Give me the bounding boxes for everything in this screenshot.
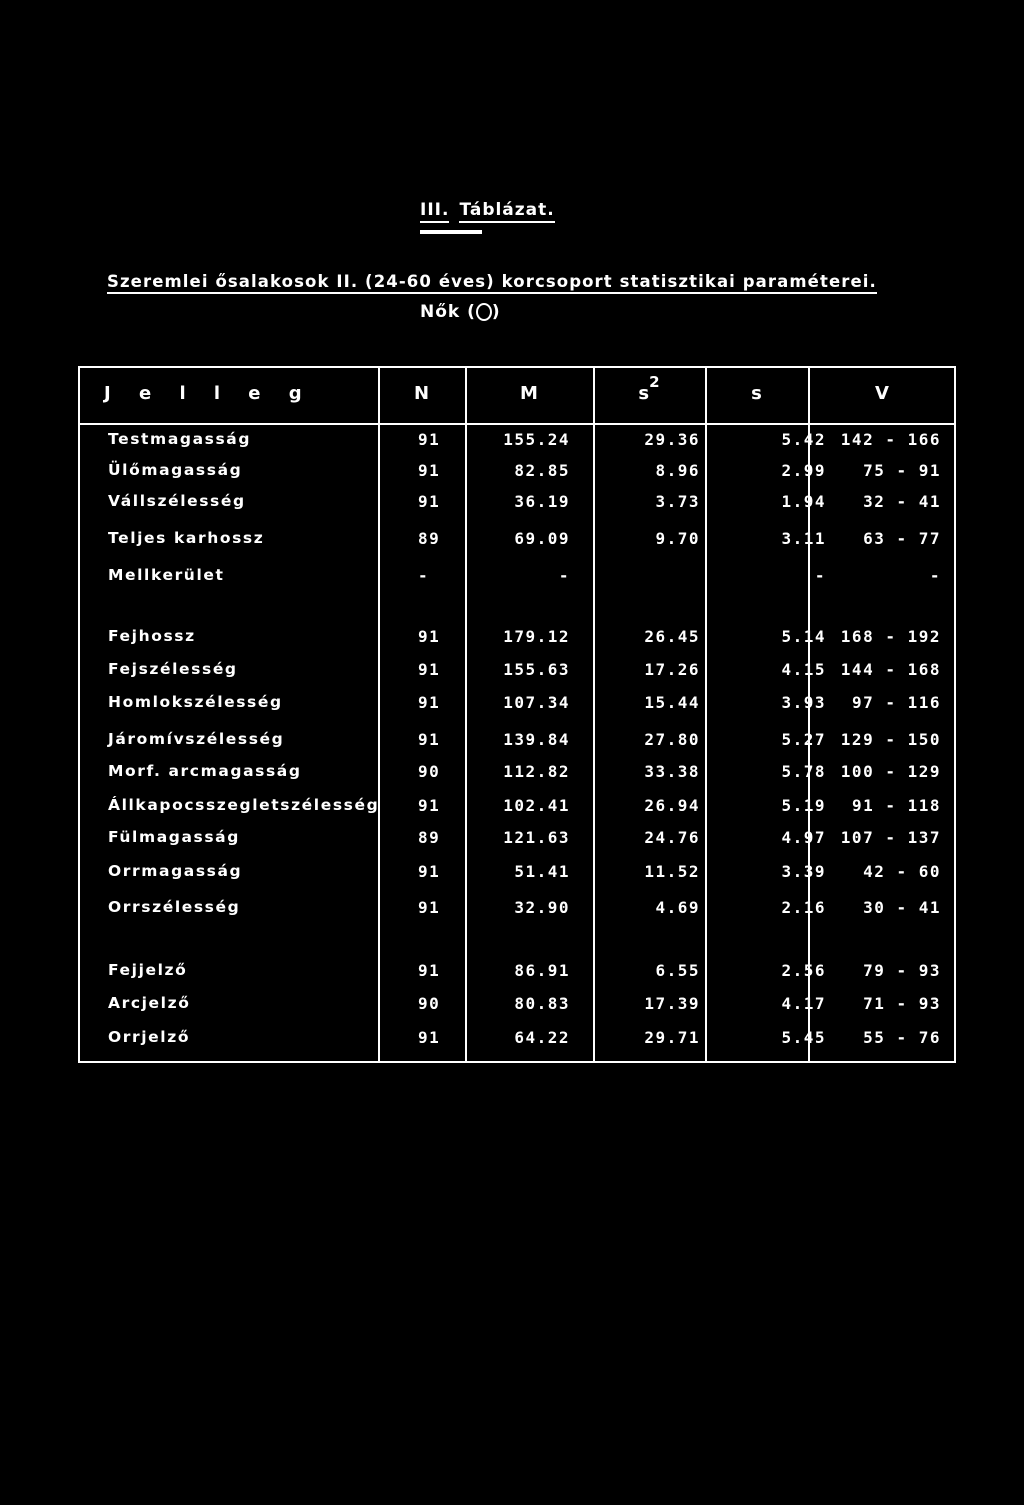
cell-m: 80.83 — [514, 994, 570, 1013]
cell-s: 2.56 — [781, 961, 826, 980]
table-row — [78, 796, 956, 820]
table-title — [420, 200, 555, 220]
cell-s: 5.14 — [781, 627, 826, 646]
cell-n: 91 — [418, 862, 441, 881]
cell-m: 82.85 — [514, 461, 570, 480]
cell-s: 5.78 — [781, 762, 826, 781]
cell-v: 55 - 76 — [863, 1028, 941, 1047]
title-double-underline — [420, 230, 482, 234]
cell-n: 89 — [418, 828, 441, 847]
cell-s2: 33.38 — [644, 762, 700, 781]
cell-n: 91 — [418, 660, 441, 679]
cell-n: 89 — [418, 529, 441, 548]
cell-s: 3.93 — [781, 693, 826, 712]
table-row — [78, 492, 956, 516]
cell-label: Homlokszélesség — [108, 693, 283, 711]
cell-label: Testmagasság — [108, 430, 252, 448]
cell-n: 91 — [418, 730, 441, 749]
cell-m: 155.63 — [503, 660, 570, 679]
cell-n: 90 — [418, 994, 441, 1013]
cell-m: 51.41 — [514, 862, 570, 881]
cell-v: 42 - 60 — [863, 862, 941, 881]
cell-s2: 24.76 — [644, 828, 700, 847]
table-title-word: Táblázat. — [459, 200, 554, 223]
cell-label: Orrszélesség — [108, 898, 241, 916]
cell-v: 75 - 91 — [863, 461, 941, 480]
cell-s2: 17.39 — [644, 994, 700, 1013]
cell-n: 90 — [418, 762, 441, 781]
cell-s2: 11.52 — [644, 862, 700, 881]
cell-v: 97 - 116 — [851, 693, 941, 712]
table-row — [78, 461, 956, 485]
cell-v: - — [929, 566, 941, 585]
cell-s: 2.16 — [781, 898, 826, 917]
cell-m: 179.12 — [503, 627, 570, 646]
table-row — [78, 730, 956, 754]
cell-label: Teljes karhossz — [108, 529, 265, 547]
table-row — [78, 862, 956, 886]
cell-m: 32.90 — [514, 898, 570, 917]
cell-v: 79 - 93 — [863, 961, 941, 980]
cell-s2: 27.80 — [644, 730, 700, 749]
cell-v: 30 - 41 — [863, 898, 941, 917]
cell-n: 91 — [418, 1028, 441, 1047]
cell-label: Vállszélesség — [108, 492, 246, 510]
table-number: III. — [420, 200, 449, 223]
gender-open-paren: ( — [467, 302, 476, 322]
table-row — [78, 529, 956, 553]
cell-n: 91 — [418, 461, 441, 480]
cell-label: Járomívszélesség — [108, 730, 285, 748]
cell-n: 91 — [418, 492, 441, 511]
table-row — [78, 828, 956, 852]
cell-n: - — [418, 566, 430, 585]
cell-s: 3.11 — [781, 529, 826, 548]
cell-v: 107 - 137 — [840, 828, 941, 847]
cell-n: 91 — [418, 430, 441, 449]
cell-label: Fejjelző — [108, 961, 188, 979]
female-symbol-icon — [476, 303, 492, 321]
cell-label: Arcjelző — [108, 994, 191, 1012]
cell-m: 139.84 — [503, 730, 570, 749]
table-row — [78, 762, 956, 786]
table-subtitle: Szeremlei ősalakosok II. (24-60 éves) korcsoport statisztikai paraméterei. — [107, 272, 877, 294]
cell-m: 64.22 — [514, 1028, 570, 1047]
cell-m: 155.24 — [503, 430, 570, 449]
table-row — [78, 660, 956, 684]
cell-s: 5.27 — [781, 730, 826, 749]
gender-label: Nők — [420, 302, 461, 322]
cell-s: - — [814, 566, 826, 585]
cell-s2: 15.44 — [644, 693, 700, 712]
cell-m: 86.91 — [514, 961, 570, 980]
cell-s2: 4.69 — [655, 898, 700, 917]
cell-s: 5.19 — [781, 796, 826, 815]
table-row — [78, 898, 956, 922]
cell-s2: 29.36 — [644, 430, 700, 449]
cell-s2: 3.73 — [655, 492, 700, 511]
cell-n: 91 — [418, 627, 441, 646]
cell-v: 129 - 150 — [840, 730, 941, 749]
cell-v: 71 - 93 — [863, 994, 941, 1013]
cell-m: 112.82 — [503, 762, 570, 781]
cell-v: 142 - 166 — [840, 430, 941, 449]
cell-s2: 26.94 — [644, 796, 700, 815]
table-row — [78, 693, 956, 717]
cell-label: Ülőmagasság — [108, 461, 243, 479]
column-header-s2-exponent: 2 — [649, 373, 660, 391]
cell-s2: 6.55 — [655, 961, 700, 980]
cell-m: 69.09 — [514, 529, 570, 548]
cell-label: Morf. arcmagasság — [108, 762, 302, 780]
cell-label: Állkapocsszegletszélesség — [108, 796, 380, 814]
cell-s: 5.42 — [781, 430, 826, 449]
column-header-n: N — [413, 383, 430, 404]
cell-label: Orrmagasság — [108, 862, 243, 880]
cell-n: 91 — [418, 693, 441, 712]
cell-m: 36.19 — [514, 492, 570, 511]
cell-n: 91 — [418, 796, 441, 815]
table-row — [78, 961, 956, 985]
cell-s: 4.97 — [781, 828, 826, 847]
cell-s2: 26.45 — [644, 627, 700, 646]
cell-label: Fejszélesség — [108, 660, 238, 678]
cell-s2: 9.70 — [655, 529, 700, 548]
table-row — [78, 566, 956, 590]
cell-label: Orrjelző — [108, 1028, 191, 1046]
table-row — [78, 994, 956, 1018]
table-row — [78, 1028, 956, 1052]
cell-s: 4.17 — [781, 994, 826, 1013]
cell-label: Fejhossz — [108, 627, 196, 645]
table-row — [78, 430, 956, 454]
column-header-m: M — [520, 383, 538, 404]
cell-n: 91 — [418, 898, 441, 917]
cell-v: 168 - 192 — [840, 627, 941, 646]
cell-m: 107.34 — [503, 693, 570, 712]
cell-m: 102.41 — [503, 796, 570, 815]
cell-s: 2.99 — [781, 461, 826, 480]
column-header-jelleg: J e l l e g — [104, 383, 313, 404]
cell-s2: 8.96 — [655, 461, 700, 480]
cell-v: 144 - 168 — [840, 660, 941, 679]
cell-v: 100 - 129 — [840, 762, 941, 781]
cell-s: 1.94 — [781, 492, 826, 511]
cell-v: 91 - 118 — [851, 796, 941, 815]
cell-v: 63 - 77 — [863, 529, 941, 548]
column-header-s: s — [751, 383, 762, 404]
cell-label: Mellkerület — [108, 566, 225, 584]
gender-line — [420, 302, 501, 322]
cell-s2: 17.26 — [644, 660, 700, 679]
cell-label: Fülmagasság — [108, 828, 240, 846]
header-divider — [78, 423, 956, 425]
cell-m: - — [558, 566, 570, 585]
column-header-v: V — [875, 383, 889, 404]
cell-m: 121.63 — [503, 828, 570, 847]
cell-v: 32 - 41 — [863, 492, 941, 511]
cell-s2: 29.71 — [644, 1028, 700, 1047]
cell-s: 5.45 — [781, 1028, 826, 1047]
cell-n: 91 — [418, 961, 441, 980]
cell-s: 3.39 — [781, 862, 826, 881]
cell-s: 4.15 — [781, 660, 826, 679]
gender-close-paren: ) — [491, 302, 501, 322]
column-header-s2 — [593, 373, 705, 404]
column-header-s2-base: s — [638, 383, 650, 404]
table-row — [78, 627, 956, 651]
